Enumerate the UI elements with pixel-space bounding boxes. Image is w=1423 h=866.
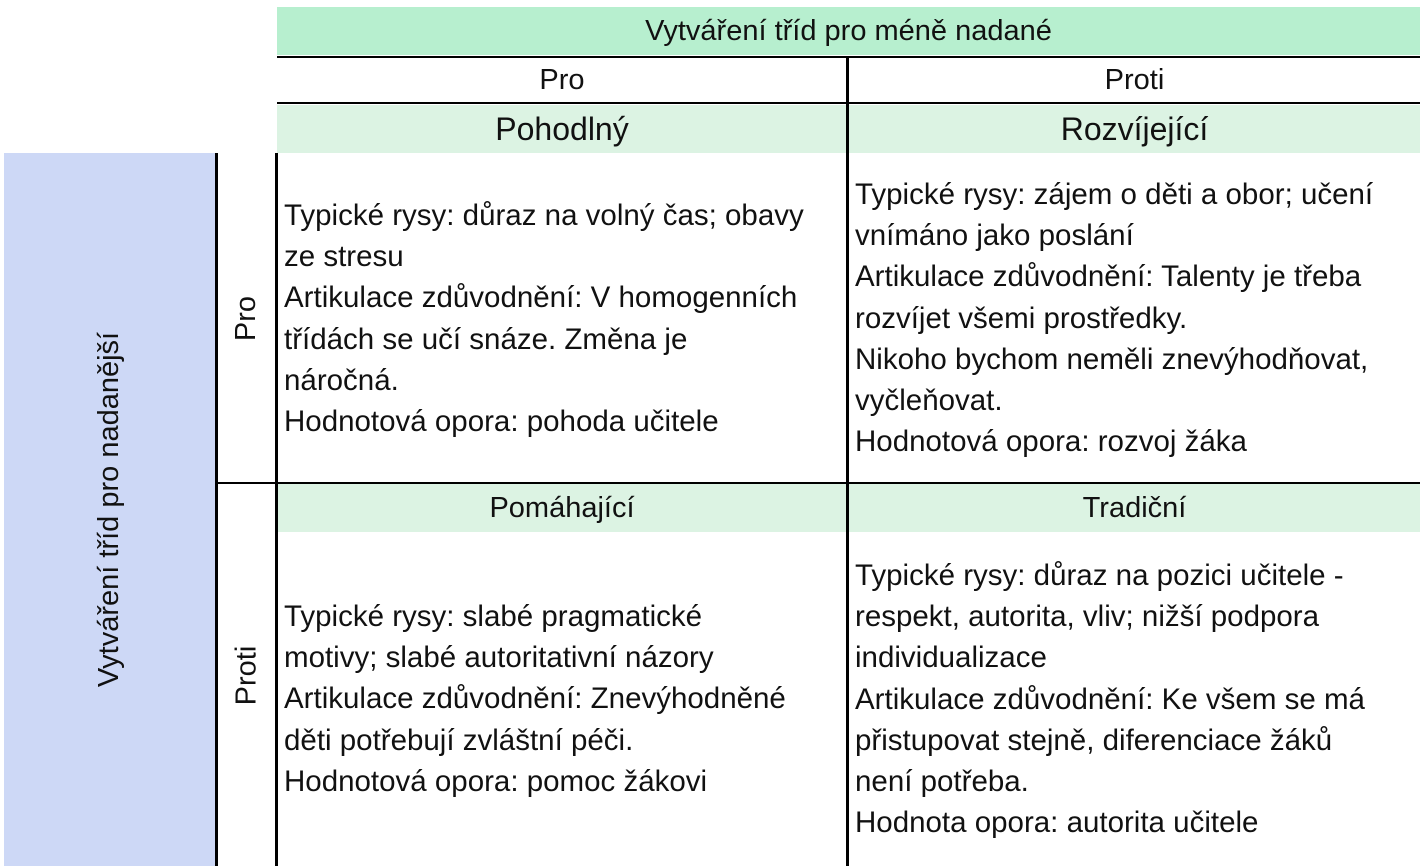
cell-line: Hodnotová opora: pohoda učitele	[284, 405, 719, 439]
cell-line: Nikoho bychom neměli znevýhodňovat,	[855, 342, 1369, 376]
cell-line: Hodnota opora: autorita učitele	[855, 806, 1259, 840]
cell-line: děti potřebují zvláštní péči.	[284, 723, 634, 757]
cell-line: ze stresu	[284, 240, 404, 274]
cell-line: rozvíjet všemi prostředky.	[855, 301, 1188, 335]
column-header-proti: Proti	[1104, 63, 1165, 96]
cell-line: Typické rysy: důraz na volný čas; obavy	[284, 199, 804, 232]
row-label-pro-wrap	[218, 153, 276, 483]
row-label-proti-wrap	[218, 485, 276, 866]
left-header-label-wrap	[4, 153, 215, 866]
row-label-proti: Proti	[230, 645, 263, 706]
cell-line: přistupovat stejně, diferenciace žáků	[855, 723, 1333, 757]
cell-line: Artikulace zdůvodnění: Talenty je třeba	[855, 260, 1362, 294]
type-header-tradicni: Tradiční	[849, 484, 1420, 532]
cell-line: náročná.	[284, 363, 399, 397]
divider	[215, 153, 218, 866]
type-header-pomahajici: Pomáhající	[277, 484, 847, 532]
cell-line: Typické rysy: důraz na pozici učitele -	[855, 559, 1344, 592]
cell-line: není potřeba.	[855, 765, 1029, 799]
cell-text-tradicni	[855, 555, 1420, 843]
cell-line: Hodnotová opora: pomoc žákovi	[284, 764, 708, 798]
cell-line: vnímáno jako poslání	[855, 219, 1134, 253]
top-header: Vytváření tříd pro méně nadané	[277, 7, 1420, 55]
cell-line: individualizace	[855, 641, 1047, 675]
cell-line: Hodnotová opora: rozvoj žáka	[855, 425, 1247, 459]
cell-line: Typické rysy: zájem o děti a obor; učení	[855, 178, 1374, 211]
cell-line: motivy; slabé autoritativní názory	[284, 641, 714, 675]
type-header-pohodlny: Pohodlný	[277, 105, 847, 153]
cell-text-pohodlny	[284, 195, 844, 442]
cell-text-rozvijejici	[855, 174, 1420, 462]
cell-line: Typické rysy: slabé pragmatické	[284, 600, 703, 633]
type-header-rozvijejici: Rozvíjející	[849, 105, 1420, 153]
cell-line: Artikulace zdůvodnění: Znevýhodněné	[284, 682, 786, 716]
divider	[216, 482, 1420, 484]
cell-text-pomahajici	[284, 596, 844, 802]
row-label-pro: Pro	[230, 295, 263, 341]
cell-line: třídách se učí snáze. Změna je	[284, 322, 688, 356]
cell-line: vyčleňovat.	[855, 384, 1003, 418]
left-header-label: Vytváření tříd pro nadanější	[93, 331, 125, 688]
column-header-pro: Pro	[539, 63, 585, 96]
cell-line: Artikulace zdůvodnění: V homogenních	[284, 281, 798, 315]
divider	[275, 153, 278, 866]
cell-line: respekt, autorita, vliv; nižší podpora	[855, 600, 1320, 634]
divider	[846, 58, 849, 866]
cell-line: Artikulace zdůvodnění: Ke všem se má	[855, 682, 1365, 716]
